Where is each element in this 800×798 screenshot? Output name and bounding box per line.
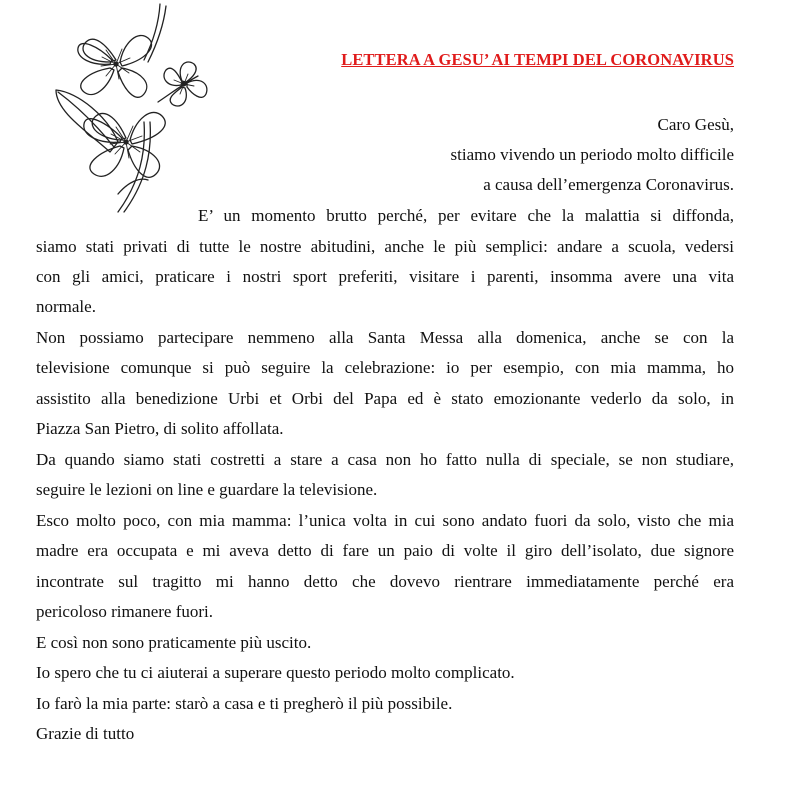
letter-title: LETTERA A GESU’ AI TEMPI DEL CORONAVIRUS: [341, 50, 734, 69]
body-line: Io farò la mia parte: starò a casa e ti pregherò il più possibile.: [36, 694, 453, 713]
body-line: Io spero che tu ci aiuterai a superare questo periodo molto complicato.: [36, 663, 515, 682]
greeting-line: stiamo vivendo un periodo molto difficile: [450, 145, 734, 164]
body-line: pericoloso rimanere fuori.: [36, 602, 214, 621]
body-line: incontrate sul tragitto mi hanno detto che dovevo rientrare immediatamente perché era: [36, 572, 734, 591]
body-line: Esco molto poco, con mia mamma: l’unica volta in cui sono andato fuori da solo, visto che mia: [36, 511, 734, 530]
body-line: con gli amici, praticare i nostri sport preferiti, visitare i parenti, insomma avere una vita: [36, 267, 734, 286]
body-line: E così non sono praticamente più uscito.: [36, 633, 312, 652]
body-line: seguire le lezioni on line e guardare la televisione.: [36, 480, 378, 499]
closing-line: Grazie di tutto: [36, 724, 135, 743]
body-line: normale.: [36, 297, 96, 316]
body-line: E’ un momento brutto perché, per evitare che la malattia si diffonda,: [198, 206, 734, 225]
greeting-line: a causa dell’emergenza Coronavirus.: [483, 175, 734, 194]
body-line: Piazza San Pietro, di solito affollata.: [36, 419, 284, 438]
body-line: siamo stati privati di tutte le nostre abitudini, anche le più semplici: andare a scuola, vedersi: [36, 237, 734, 256]
body-line: televisione comunque si può seguire la celebrazione: io per esempio, con mia mamma, ho: [36, 358, 734, 377]
body-line: Da quando siamo stati costretti a stare a casa non ho fatto nulla di speciale, se non studiare,: [36, 450, 734, 469]
greeting-line: Caro Gesù,: [657, 115, 734, 134]
flower-drawing-icon: [48, 2, 218, 217]
body-line: madre era occupata e mi aveva detto di fare un paio di volte il giro dell’isolato, due signore: [36, 541, 734, 560]
body-line: Non possiamo partecipare nemmeno alla Santa Messa alla domenica, anche se con la: [36, 328, 734, 347]
body-line: assistito alla benedizione Urbi et Orbi del Papa ed è stato emozionante vederlo da solo, in: [36, 389, 734, 408]
